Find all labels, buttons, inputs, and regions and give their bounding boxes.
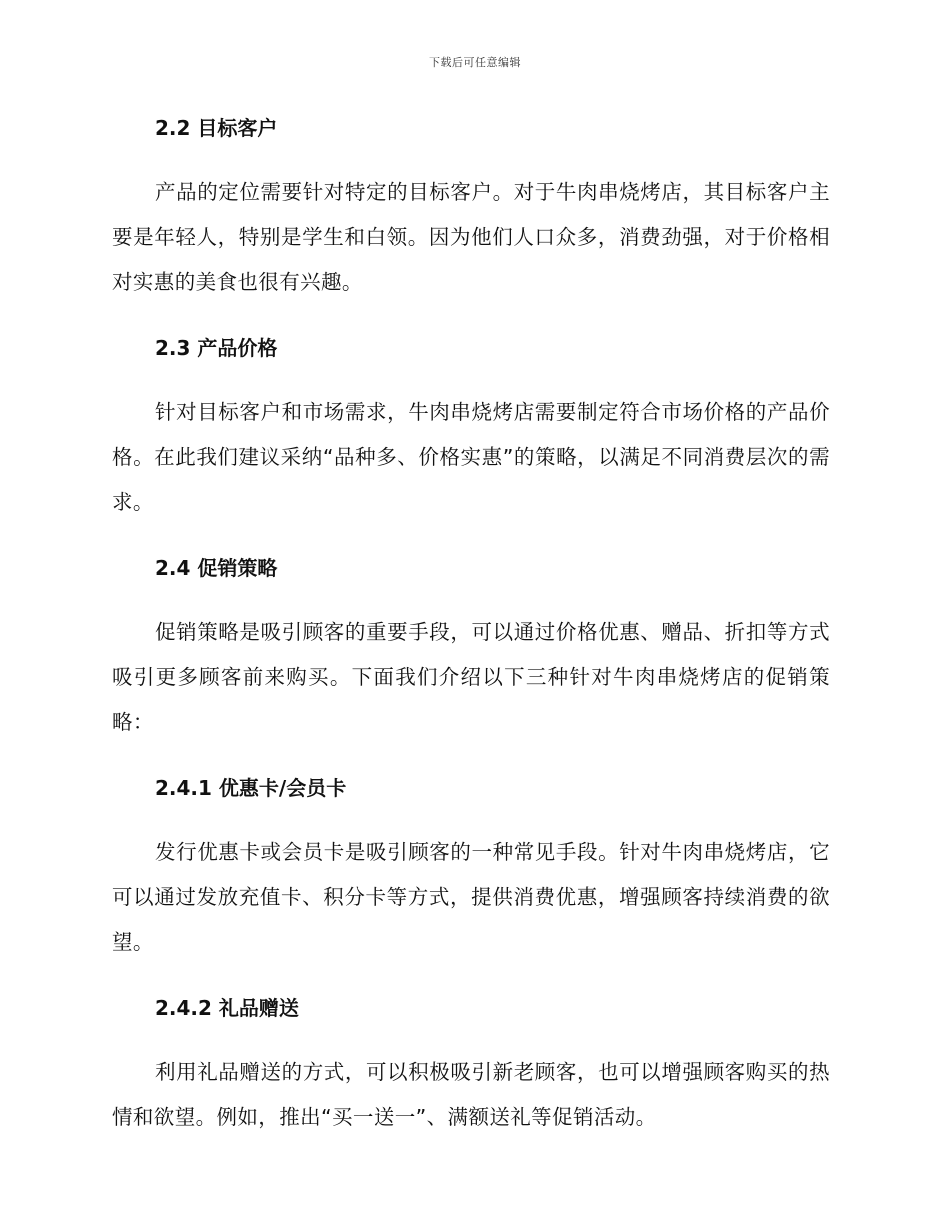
document-body	[112, 112, 830, 1140]
section-paragraph-target-customers: 产品的定位需要针对特定的目标客户。对于牛肉串烧烤店，其目标客户主要是年轻人，特别是学生和白领。因为他们人口众多，消费劲强，对于价格相对实惠的美食也很有兴趣。	[112, 180, 830, 294]
page-header-note: 下载后可任意编辑	[429, 56, 521, 69]
section-heading-promotion-strategy: 2.4 促销策略	[155, 556, 278, 580]
section-heading-membership-card: 2.4.1 优惠卡/会员卡	[155, 776, 347, 800]
section-heading-product-price: 2.3 产品价格	[155, 336, 278, 360]
section-paragraph-gift-giveaway: 利用礼品赠送的方式，可以积极吸引新老顾客，也可以增强顾客购买的热情和欲望。例如，推出“买一送一”、满额送礼等促销活动。	[112, 1060, 830, 1129]
section-paragraph-product-price: 针对目标客户和市场需求，牛肉串烧烤店需要制定符合市场价格的产品价格。在此我们建议采纳“品种多、价格实惠”的策略，以满足不同消费层次的需求。	[112, 400, 830, 514]
section-paragraph-membership-card: 发行优惠卡或会员卡是吸引顾客的一种常见手段。针对牛肉串烧烤店，它可以通过发放充值卡、积分卡等方式，提供消费优惠，增强顾客持续消费的欲望。	[112, 840, 830, 954]
section-paragraph-promotion-strategy: 促销策略是吸引顾客的重要手段，可以通过价格优惠、赠品、折扣等方式吸引更多顾客前来购买。下面我们介绍以下三种针对牛肉串烧烤店的促销策略：	[112, 620, 830, 734]
section-heading-gift-giveaway: 2.4.2 礼品赠送	[155, 996, 299, 1020]
section-heading-target-customers: 2.2 目标客户	[155, 116, 278, 140]
